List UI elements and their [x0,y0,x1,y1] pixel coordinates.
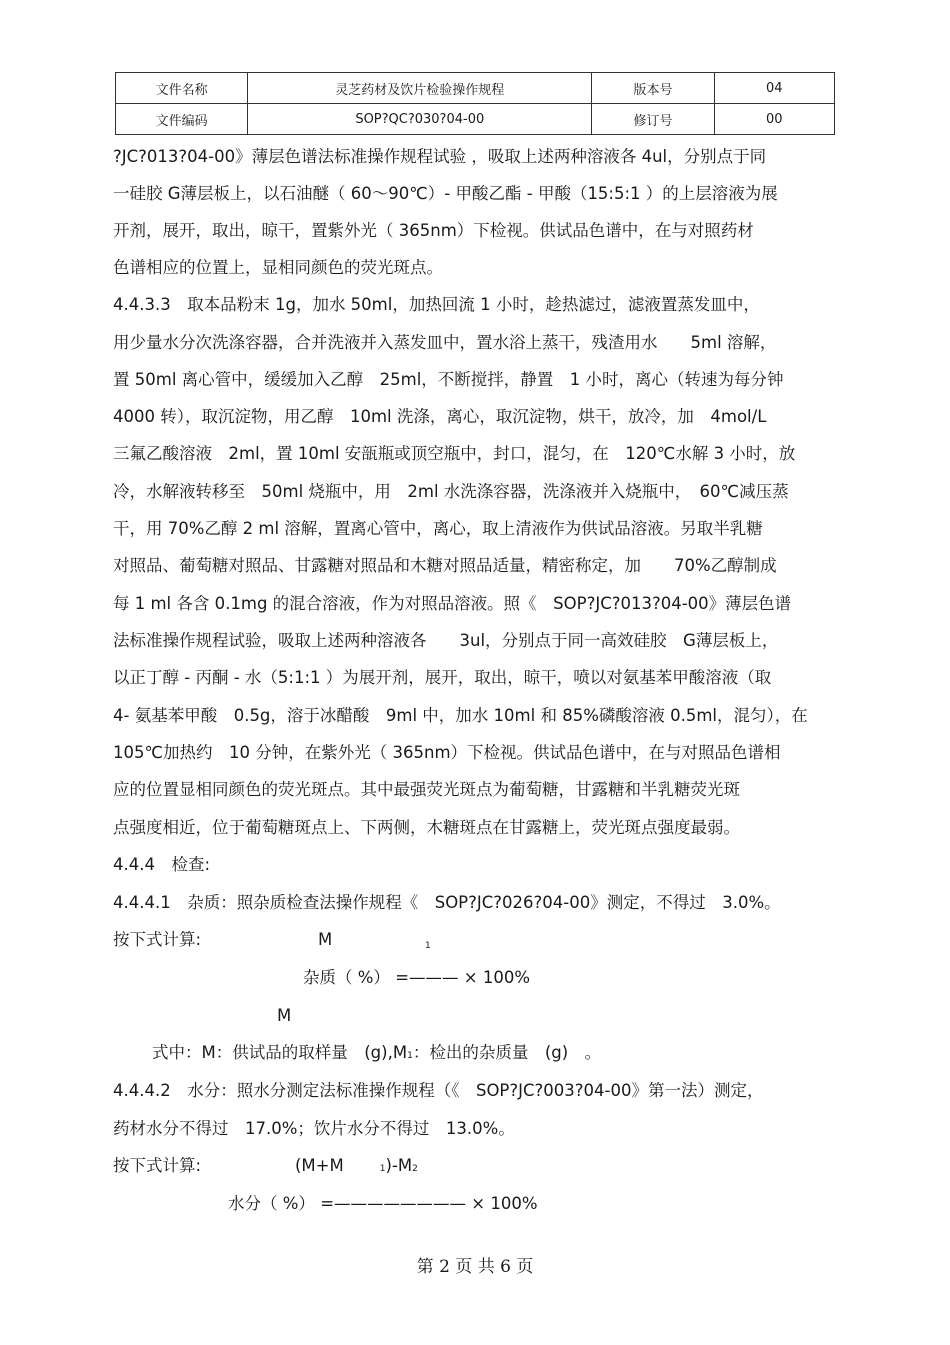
formula-legend-text: M：供试品的取样量 (g),M [201,1043,408,1062]
formula-legend-subscript: 1 [407,1051,413,1061]
body-line: ?JC?013?04-00》薄层色谱法标准操作规程试验 ，吸取上述两种溶液各 4ul，分别点于同 [113,147,767,166]
body-line: 干，用 70%乙醇 2 ml 溶解，置离心管中，离心，取上清液作为供试品溶液。另取半乳糖 [113,519,763,538]
header-row [116,73,835,104]
formula-denominator: M [277,1006,292,1025]
version-label: 版本号 [592,73,714,104]
formula-numerator [318,930,332,950]
body-line: 置 50ml 离心管中，缓缓加入乙醇 25ml，不断搅拌，静置 1 小时，离心（转速为每分钟 [113,370,784,389]
revision-label: 修订号 [592,104,714,135]
formula-intro: 按下式计算: [113,1156,202,1175]
file-name-value: 灵芝药材及饮片检验操作规程 [248,73,592,104]
formula-lhs: 水分（ %） [228,1194,315,1213]
body-line: 用少量水分次洗涤容器，合并洗液并入蒸发皿中，置水浴上蒸干，残渣用水 5ml 溶解， [113,333,777,352]
formula-fraction-bar: =———————— [320,1194,467,1213]
body-line: 105℃加热约 10 分钟，在紫外光（ 365nm）下检视。供试品色谱中，在与对照品色谱相 [113,743,781,762]
version-value: 04 [714,73,834,104]
formula-legend-prefix: 式中： [152,1043,202,1062]
formula-multiplier: × 100% [463,968,531,987]
body-line: 以正丁醇 - 丙酮 - 水（5:1:1 ）为展开剂，展开，取出，晾干，喷以对氨基苯甲酸溶液（取 [113,668,772,687]
body-line: 4000 转），取沉淀物，用乙醇 10ml 洗涤，离心，取沉淀物，烘干，放冷，加 4mol/L [113,407,767,426]
formula-intro: 按下式计算: [113,930,202,949]
section-heading: 4.4.4 检查: [113,855,211,874]
file-code-value: SOP?QC?030?04-00 [248,104,592,135]
formula-numerator-subscript: 2 [412,1164,418,1174]
body-line: 开剂，展开，取出，晾干，置紫外光（ 365nm）下检视。供试品色谱中，在与对照药材 [113,221,754,240]
body-line: 一硅胶 G薄层板上，以石油醚（ 60～90℃）- 甲酸乙酯 - 甲酸（15:5:1 ）的上层溶液为展 [113,184,778,203]
header-row [116,104,835,135]
formula-numerator-subscript: 1 [379,1164,386,1174]
body-line: 4.4.4.2 水分：照水分测定法标准操作规程（《 SOP?JC?003?04-00》第一法）测定， [113,1081,764,1100]
body-line: 对照品、葡萄糖对照品、甘露糖对照品和木糖对照品适量，精密称定，加 70%乙醇制成 [113,556,777,575]
body-line: 冷，水解液转移至 50ml 烧瓶中，用 2ml 水洗涤容器，洗涤液并入烧瓶中， 60℃减压蒸 [113,482,789,501]
body-line: 法标准操作规程试验，吸取上述两种溶液各 3ul，分别点于同一高效硅胶 G薄层板上， [113,631,779,650]
revision-value: 00 [714,104,834,135]
file-name-label: 文件名称 [116,73,248,104]
page-footer: 第 2 页 共 6 页 [416,1257,534,1277]
body-line: 药材水分不得过 17.0%；饮片水分不得过 13.0%。 [113,1119,515,1138]
body-line: 应的位置显相同颜色的荧光斑点。其中最强荧光斑点为葡萄糖，甘露糖和半乳糖荧光斑 [113,780,740,799]
document-header-table [115,72,835,135]
formula-multiplier: × 100% [471,1194,538,1213]
formula-numerator-subscript: 1 [425,941,431,951]
body-line: 三氟乙酸溶液 2ml，置 10ml 安瓿瓶或顶空瓶中，封口，混匀，在 120℃水解 3 小时，放 [113,444,796,463]
formula-lhs: 杂质（ %） [303,968,390,987]
body-line: 色谱相应的位置上，显相同颜色的荧光斑点。 [113,258,443,277]
formula-legend [152,1043,601,1066]
body-line: 4.4.3.3 取本品粉末 1g，加水 50ml，加热回流 1 小时，趁热滤过，滤液置蒸发皿中， [113,295,760,314]
formula-line [228,1194,538,1214]
formula-fraction-bar: =——— [395,968,459,987]
body-line: 每 1 ml 各含 0.1mg 的混合溶液，作为对照品溶液。照《 SOP?JC?013?04-00》薄层色谱 [113,594,792,613]
formula-numerator-a: (M+M [295,1156,344,1175]
body-line: 4.4.4.1 杂质：照杂质检查法操作规程《 SOP?JC?026?04-00》测定，不得过 3.0%。 [113,893,781,912]
formula-numerator [295,1156,418,1179]
formula-legend-tail: ：检出的杂质量 (g) 。 [412,1043,602,1062]
body-line: 点强度相近，位于葡萄糖斑点上、下两侧，木糖斑点在甘露糖上，荧光斑点强度最弱。 [113,818,740,837]
formula-numerator-b: )-M [385,1156,413,1175]
formula-line [303,968,530,988]
body-line: 4- 氨基苯甲酸 0.5g，溶于冰醋酸 9ml 中，加水 10ml 和 85%磷酸溶液 0.5ml，混匀），在 [113,706,808,725]
formula-numerator-symbol: M [318,930,333,949]
file-code-label: 文件编码 [116,104,248,135]
